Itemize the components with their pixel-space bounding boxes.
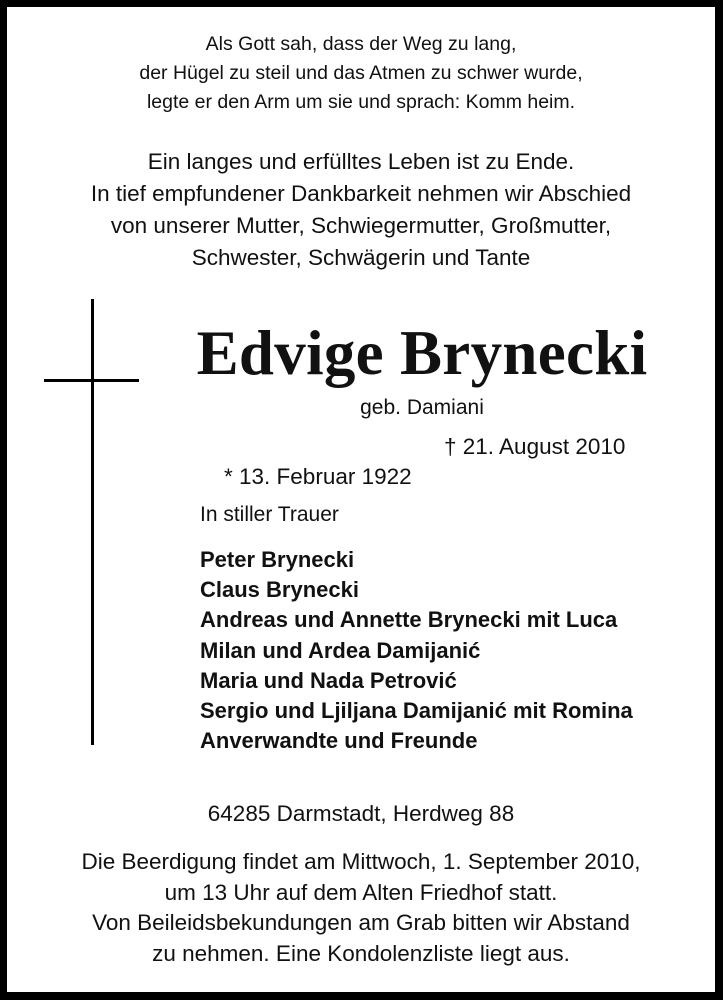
funeral-info	[7, 847, 715, 969]
mourner: Sergio und Ljiljana Damijanić mit Romina	[200, 698, 633, 724]
poem-line: Als Gott sah, dass der Weg zu lang,	[205, 33, 517, 55]
mourner: Anverwandte und Freunde	[200, 728, 478, 754]
death-date: † 21. August 2010	[444, 434, 626, 459]
intro-line: Ein langes und erfülltes Leben ist zu Ende.	[147, 149, 575, 174]
mourning-heading: In stiller Trauer	[200, 503, 339, 526]
mourners-list	[200, 545, 633, 756]
maiden-name: geb. Damiani	[360, 396, 484, 419]
cross-vertical-bar	[91, 299, 94, 745]
mourner: Claus Brynecki	[200, 577, 359, 603]
intro-line: von unserer Mutter, Schwiegermutter, Großmutter,	[110, 213, 612, 238]
funeral-line: Die Beerdigung findet am Mittwoch, 1. September 2010,	[81, 849, 641, 874]
poem-line: der Hügel zu steil und das Atmen zu schwer wurde,	[139, 62, 583, 84]
mourner: Maria und Nada Petrović	[200, 667, 457, 693]
funeral-line: zu nehmen. Eine Kondolenzliste liegt aus.	[152, 940, 570, 966]
cross-horizontal-bar	[44, 379, 139, 382]
deceased-name: Edvige Brynecki	[196, 318, 648, 388]
intro-text	[7, 146, 715, 274]
intro-line: In tief empfundener Dankbarkeit nehmen wir Abschied	[90, 181, 632, 206]
funeral-line: Von Beileidsbekundungen am Grab bitten wir Abstand	[92, 910, 630, 935]
obituary-card	[7, 7, 715, 992]
funeral-line: um 13 Uhr auf dem Alten Friedhof statt.	[164, 879, 558, 905]
poem-line: legte er den Arm um sie und sprach: Komm heim.	[146, 91, 576, 113]
mourner: Peter Brynecki	[200, 547, 355, 572]
poem	[7, 30, 715, 117]
intro-line: Schwester, Schwägerin und Tante	[191, 245, 531, 270]
mourner: Andreas und Annette Brynecki mit Luca	[200, 607, 618, 633]
address: 64285 Darmstadt, Herdweg 88	[207, 801, 515, 826]
life-dates	[199, 432, 626, 552]
birth-date: * 13. Februar 1922	[224, 464, 412, 489]
mourner: Milan und Ardea Damijanić	[200, 637, 481, 663]
